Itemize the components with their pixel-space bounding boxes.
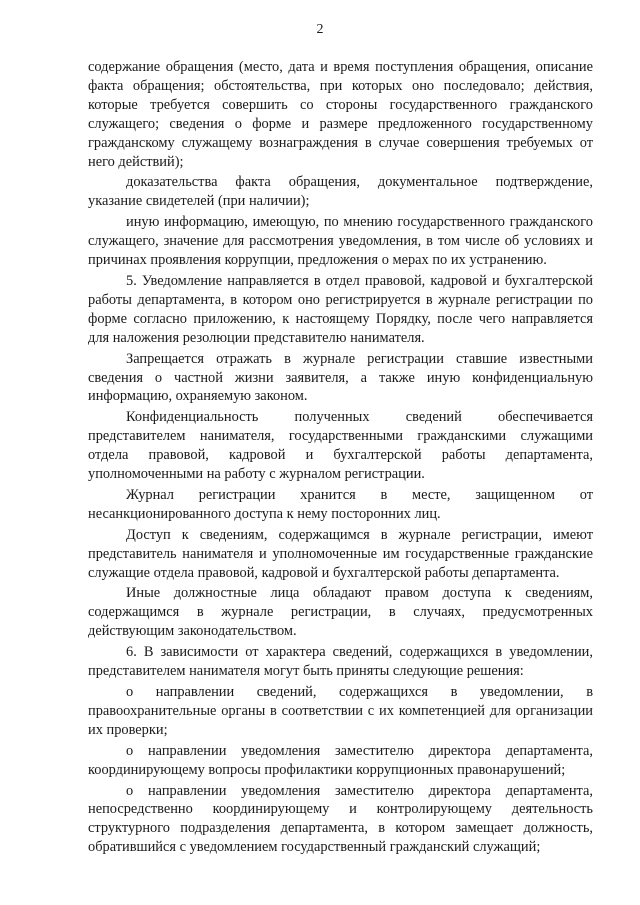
- paragraph-other-info: иную информацию, имеющую, по мнению государственного гражданского служащего, значение для рассмотрения уведомления, в том числе об условиях и причинах проявления коррупции, предложения о мерах по их устранению.: [88, 214, 593, 269]
- paragraph-prohibition: Запрещается отражать в журнале регистрации ставшие известными сведения о частной жизни заявителя, а также иную конфиденциальную информацию, охраняемую законом.: [88, 350, 593, 405]
- paragraph-journal-storage: Журнал регистрации хранится в месте, защищенном от несанкционированного доступа к нему посторонних лиц.: [88, 486, 593, 522]
- paragraph-access: Доступ к сведениям, содержащимся в журнале регистрации, имеют представитель нанимателя и уполномоченные им государственные гражданские служащие отдела правовой, кадровой и бухгалтерской работы департамента.: [88, 526, 593, 581]
- document-body: [88, 58, 593, 859]
- paragraph-decision-deputy-prevention: о направлении уведомления заместителю директора департамента, координирующему вопросы профилактики коррупционных правонарушений;: [88, 742, 593, 778]
- paragraph-item-5: 5. Уведомление направляется в отдел правовой, кадровой и бухгалтерской работы департамента, в котором оно регистрируется в журнале регистрации по форме согласно приложению, к настоящему Порядку, после чего направляется для наложения резолюции представителю нанимателя.: [88, 272, 593, 346]
- paragraph-decision-law-enforcement: о направлении сведений, содержащихся в уведомлении, в правоохранительные органы в соответствии с их компетенцией для организации их проверки;: [88, 684, 593, 738]
- paragraph-evidence: доказательства факта обращения, документальное подтверждение, указание свидетелей (при наличии);: [88, 174, 593, 210]
- paragraph-other-officials: Иные должностные лица обладают правом доступа к сведениям, содержащимся в журнале регистрации, в случаях, предусмотренных действующим законодательством.: [88, 585, 593, 640]
- page-number: 2: [316, 22, 324, 37]
- paragraph-appeal-content: содержание обращения (место, дата и время поступления обращения, описание факта обращения; обстоятельства, при которых оно последовало; действия, которые требуется совершить со стороны государственного гражданского служащего; сведения о форме и размере предложенного государственному гражданскому служащему вознаграждения в случае совершения требуемых от него действий);: [88, 59, 593, 170]
- paragraph-item-6: 6. В зависимости от характера сведений, содержащихся в уведомлении, представителем нанимателя могут быть приняты следующие решения:: [88, 644, 593, 680]
- paragraph-confidentiality: Конфиденциальность полученных сведений обеспечивается представителем нанимателя, государственными гражданскими служащими отдела правовой, кадровой и бухгалтерской работы департамента, уполномоченными на работу с журналом регистрации.: [88, 409, 593, 483]
- paragraph-decision-deputy-direct: о направлении уведомления заместителю директора департамента, непосредственно координирующему и контролирующему деятельность структурного подразделения департамента, в котором замещает должность, обратившийся с уведомлением государственный гражданский служащий;: [88, 782, 593, 856]
